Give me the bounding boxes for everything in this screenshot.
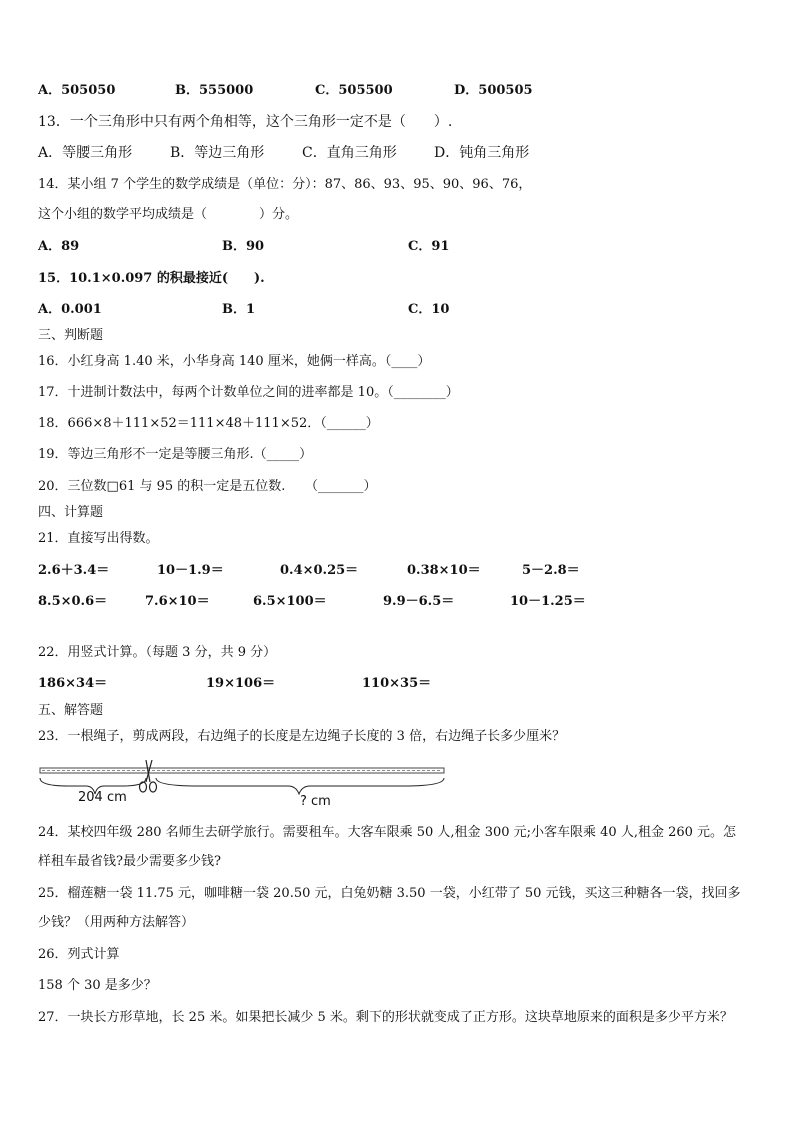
q14-stem-line2: 这个小组的数学平均成绩是（ ）分。 [38, 207, 299, 222]
left-length-label: 204 cm [78, 790, 127, 805]
q25-line1: 25．榴莲糖一袋 11.75 元，咖啡糖一袋 20.50 元，白兔奶糖 3.50 一袋，小红带了 50 元钱，买这三种糖各一袋，找回多 [38, 886, 741, 901]
q25-line2: 少钱？（用两种方法解答） [38, 915, 195, 930]
q13-option-d: D．钝角三角形 [434, 145, 530, 161]
q14-stem-line1: 14．某小组 7 个学生的数学成绩是（单位：分）：87、86、93、95、90、96、76， [38, 177, 532, 192]
q26-stem: 26．列式计算 [38, 947, 120, 962]
q12-option-a: A．505050 [38, 83, 116, 98]
q22-item: 110×35＝ [362, 676, 432, 691]
q15-stem: 15．10.1×0.097 的积最接近( ). [38, 271, 265, 286]
q21-item: 0.38×10＝ [407, 563, 481, 578]
rope-diagram [38, 760, 458, 810]
q15-option-b: B．1 [222, 302, 256, 317]
q24-line2: 样租车最省钱?最少需要多少钱? [38, 854, 221, 869]
q13-option-b: B．等边三角形 [170, 145, 265, 161]
q19: 19．等边三角形不一定是等腰三角形.（_____） [38, 447, 313, 462]
q12-option-d: D．500505 [454, 83, 533, 98]
q16: 16．小红身高 1.40 米，小华身高 140 厘米，她俩一样高。（____） [38, 354, 431, 369]
q21-item: 10－1.9＝ [157, 563, 224, 578]
q17: 17．十进制计数法中，每两个计数单位之间的进率都是 10。（________） [38, 385, 459, 400]
q14-option-a: A．89 [38, 239, 80, 254]
q12-option-b: B．555000 [175, 83, 254, 98]
right-length-label: ? cm [300, 794, 331, 809]
q12-option-c: C．505500 [315, 83, 393, 98]
q13-option-a: A．等腰三角形 [38, 145, 133, 161]
q21-item: 6.5×100＝ [253, 594, 327, 609]
q13-stem: 13．一个三角形中只有两个角相等，这个三角形一定不是（ ）. [38, 114, 453, 130]
q21-item: 7.6×10＝ [145, 594, 210, 609]
section-4-heading: 四、计算题 [38, 505, 104, 520]
q21-stem: 21．直接写出得数。 [38, 531, 159, 546]
q14-option-b: B．90 [222, 239, 265, 254]
q18: 18．666×8＋111×52＝111×48＋111×52．（______） [38, 416, 379, 431]
q20: 20．三位数□61 与 95 的积一定是五位数. （_______） [38, 479, 377, 494]
q22-item: 186×34＝ [38, 676, 108, 691]
q13-option-c: C．直角三角形 [302, 145, 397, 161]
q23-stem: 23．一根绳子，剪成两段，右边绳子的长度是左边绳子长度的 3 倍，右边绳子长多少厘米？ [38, 729, 566, 744]
q22-stem: 22．用竖式计算。（每题 3 分，共 9 分） [38, 645, 277, 660]
q15-option-a: A．0.001 [38, 302, 102, 317]
q21-item: 5－2.8＝ [522, 563, 580, 578]
q27: 27．一块长方形草地，长 25 米。如果把长减少 5 米。剩下的形状就变成了正方形。这块草地原来的面积是多少平方米？ [38, 1010, 733, 1025]
q21-item: 9.9－6.5＝ [383, 594, 455, 609]
q21-item: 10－1.25＝ [510, 594, 586, 609]
q21-item: 2.6＋3.4＝ [38, 563, 110, 578]
section-5-heading: 五、解答题 [38, 703, 104, 718]
q14-option-c: C．91 [408, 239, 450, 254]
q26-sub: 158 个 30 是多少？ [38, 978, 157, 993]
q21-item: 8.5×0.6＝ [38, 594, 108, 609]
q21-item: 0.4×0.25＝ [280, 563, 359, 578]
section-3-heading: 三、判断题 [38, 328, 104, 343]
q24-line1: 24．某校四年级 280 名师生去研学旅行。需要租车。大客车限乘 50 人,租金 300 元;小客车限乘 40 人,租金 260 元。怎 [38, 825, 737, 840]
q22-item: 19×106＝ [206, 676, 276, 691]
q15-option-c: C．10 [408, 302, 450, 317]
scissors-icon [140, 760, 157, 792]
